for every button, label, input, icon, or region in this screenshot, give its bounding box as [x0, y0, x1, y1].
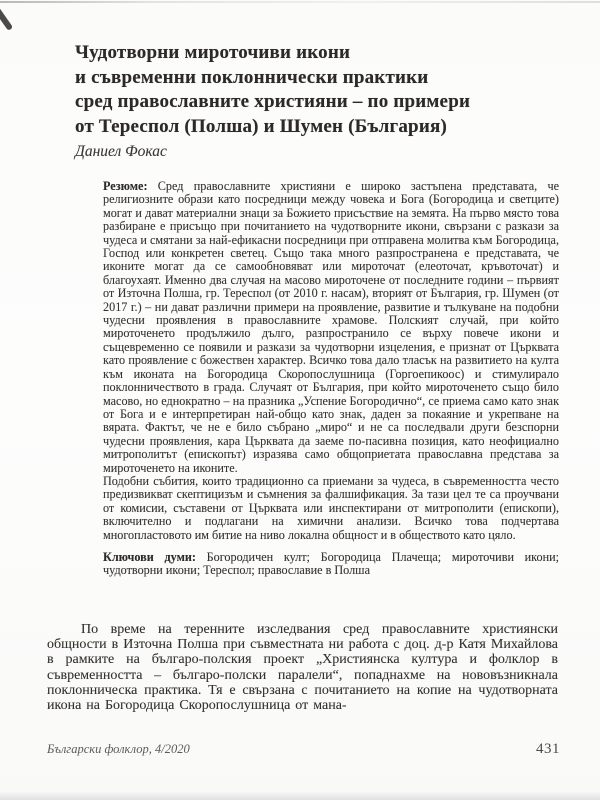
abstract-text-1: Сред православните християни е широко застъпена представата, че религиозните образи като посредници между човека и Бога (Богородица и светците) могат и дават материални знаци за Божието присъствие на земята. На първо място това разбиране е присъщо при почитанието на чудотворните икони, свързани с разкази за чудеса и смятани за най-ефикасни посредници при отправена молитва към Богородица, Господ или конкретен светец. Също така много разпространена е представата, че иконите могат да се самообновяват или мироточат (елеоточат, кръвоточат) и благоухаят. Именно два случая на масово мироточене от последните години – първият от Източна Полша, гр. Тереспол (от 2010 г. насам), вторият от България, гр. Шумен (от 2017 г.) – ни дават различни примери на проявление, развитие и тълкуване на подобни чудесни проявления в православните храмове. Полският случай, при който мироточенето продължило дълго, разпространило се върху повече икони и същевременно се появили и разкази за чудотворни изцеления, е признат от Църквата като проявление с божествен характер. Всичко това дало тласък на развитието на култа към иконата на Богородица Скоропослушница (Горгоепикоос) и стимулирало поклонничеството в града. Случаят от България, при който мироточенето също било масово, но еднократно – на празника „Успение Богородично“, се приема само като знак от Бога и е интерпретиран най-общо като знак, даден за покаяние и укрепване на вярата. Фактът, че не е било събрано „миро“ и не са последвали други безспорни чудесни проявления, кара Църквата да заеме по-пасивна позиция, като неофициално митрополитът (епископът) изразява само общоприетата православна представа за мироточенето на иконите.: [103, 179, 559, 475]
scan-artifact-corner-mark: [0, 3, 13, 31]
article-title-line-4: от Тереспол (Полша) и Шумен (България): [75, 115, 447, 137]
abstract-paragraph-2: Подобни събития, които традиционно са приемани за чудеса, в съвременността често предизвикват скептицизъм и съмнения за фалшификация. За тази цел те са проучвани от комисии, съставени от Църквата или инспектирани от митрополити (епископи), включително и подлагани на химични анализи. Всичко това подчертава многопластовото им битие на ниво локална общност и в обществото като цяло.: [103, 473, 559, 542]
keywords-line: [103, 551, 559, 578]
page-footer: [47, 741, 560, 758]
article-title-line-2: и съвременни поклоннически практики: [75, 66, 429, 88]
abstract-block: [103, 180, 559, 578]
keywords-text: Богородичен култ; Богородица Плачеща; мироточиви икони; чудотворни икони; Тереспол; православие в Полша: [103, 549, 559, 578]
page-number: 431: [536, 741, 560, 757]
abstract-label: Резюме:: [103, 179, 148, 193]
journal-name: Български фолклор, 4/2020: [47, 742, 190, 756]
keywords-label: Ключови думи:: [103, 549, 196, 564]
author-name: Даниел Фокас: [75, 143, 167, 160]
body-paragraph: По време на теренните изследвания сред православните християнски общности в Източна Полша при съвместната ни работа с доц. д-р Катя Михайлова в рамките на българо-полския проект „Християнска култура и фолклор в съвременността – българо-полски паралели“, попаднахме на нововъзникнала поклонническа практика. Тя е свързана с почитанието на копие на чудотворната икона на Богородица Скоропослушница от мана-: [47, 622, 558, 714]
scan-artifact-bottom-shade: [0, 791, 600, 800]
article-title-line-1: Чудотворни мироточиви икони: [75, 42, 351, 63]
scan-artifact-top-edge: [0, 1, 600, 3]
abstract-paragraph-1: [103, 180, 559, 475]
article-title: [75, 41, 555, 139]
article-title-line-3: сред православните християни – по примери: [75, 91, 471, 112]
